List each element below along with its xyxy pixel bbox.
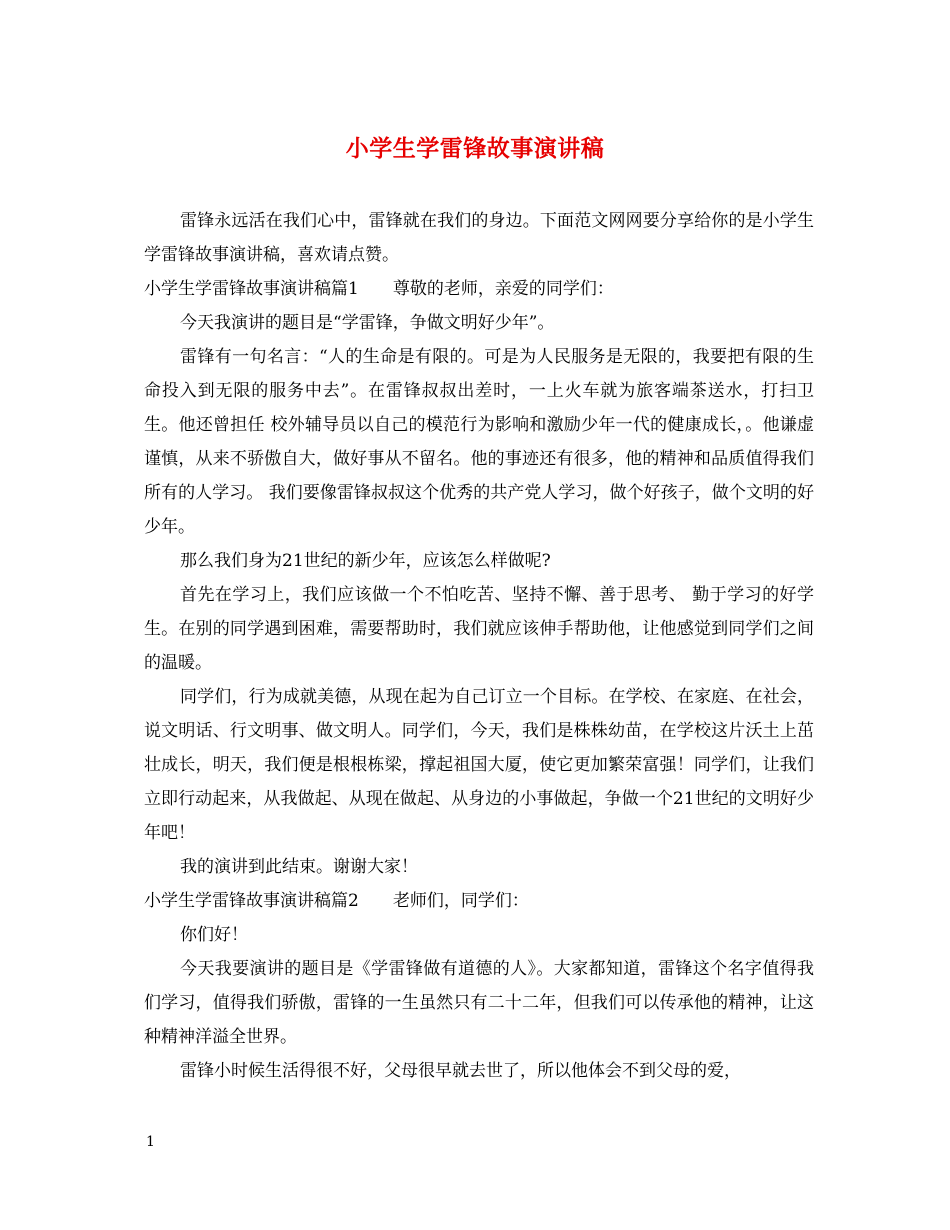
paragraph-speech-2-heading xyxy=(144,884,814,918)
speech-1-heading: 小学生学雷锋故事演讲稿篇1 xyxy=(144,279,359,299)
speech-1-salutation: 尊敬的老师，亲爱的同学们： xyxy=(392,279,614,299)
paragraph-speech-1-closing: 我的演讲到此结束。谢谢大家！ xyxy=(180,857,418,877)
paragraph-speech-1-question: 那么我们身为21世纪的新少年，应该怎么样做呢? xyxy=(180,551,551,571)
paragraph-speech-1-topic: 今天我演讲的题目是“学雷锋，争做文明好少年”。 xyxy=(180,313,555,333)
paragraph-speech-1-heading xyxy=(144,272,814,306)
paragraph-speech-1-study: 首先在学习上，我们应该做一个不怕吃苦、坚持不懈、善于思考、 勤于学习的好学生。在别的同学遇到困难，需要帮助时，我们就应该伸手帮助他，让他感觉到同学们之间的温暖。 xyxy=(144,585,814,673)
paragraph-intro: 雷锋永远活在我们心中，雷锋就在我们的身边。下面范文网网要分享给你的是小学生学雷锋故事演讲稿，喜欢请点赞。 xyxy=(144,211,814,265)
speech-2-heading: 小学生学雷锋故事演讲稿篇2 xyxy=(144,891,359,911)
page-number: 1 xyxy=(146,1134,155,1150)
speech-2-salutation: 老师们，同学们： xyxy=(392,891,529,911)
paragraph-speech-1-quote: 雷锋有一句名言：“人的生命是有限的。可是为人民服务是无限的，我要把有限的生命投入到无限的服务中去”。在雷锋叔叔出差时，一上火车就为旅客端茶送水，打扫卫生。他还曾担任 校外辅导员以自己的模范行为影响和激励少年一代的健康成长，。他谦虚谨慎，从来不骄傲自大，做好事从不留名。他的事迹还有很多，他的精神和品质值得我们所有的人学习。 我们要像雷锋叔叔这个优秀的共产党人学习，做个好孩子，做个文明的好少年。 xyxy=(144,347,814,537)
paragraph-speech-2-greeting: 你们好！ xyxy=(180,925,248,945)
document-body xyxy=(144,204,814,1088)
paragraph-speech-1-virtue: 同学们，行为成就美德，从现在起为自己订立一个目标。在学校、在家庭、在社会，说文明话、行文明事、做文明人。同学们，今天，我们是株株幼苗，在学校这片沃土上茁壮成长，明天，我们便是根根栋梁，撑起祖国大厦，使它更加繁荣富强！同学们，让我们立即行动起来，从我做起、从现在做起、从身边的小事做起，争做一个21世纪的文明好少年吧！ xyxy=(144,687,814,843)
document-title: 小学生学雷锋故事演讲稿 xyxy=(345,135,605,162)
paragraph-speech-2-topic: 今天我要演讲的题目是《学雷锋做有道德的人》。大家都知道，雷锋这个名字值得我们学习，值得我们骄傲，雷锋的一生虽然只有二十二年，但我们可以传承他的精神，让这种精神洋溢全世界。 xyxy=(144,959,814,1047)
paragraph-speech-2-childhood: 雷锋小时候生活得很不好，父母很早就去世了，所以他体会不到父母的爱， xyxy=(180,1061,741,1081)
